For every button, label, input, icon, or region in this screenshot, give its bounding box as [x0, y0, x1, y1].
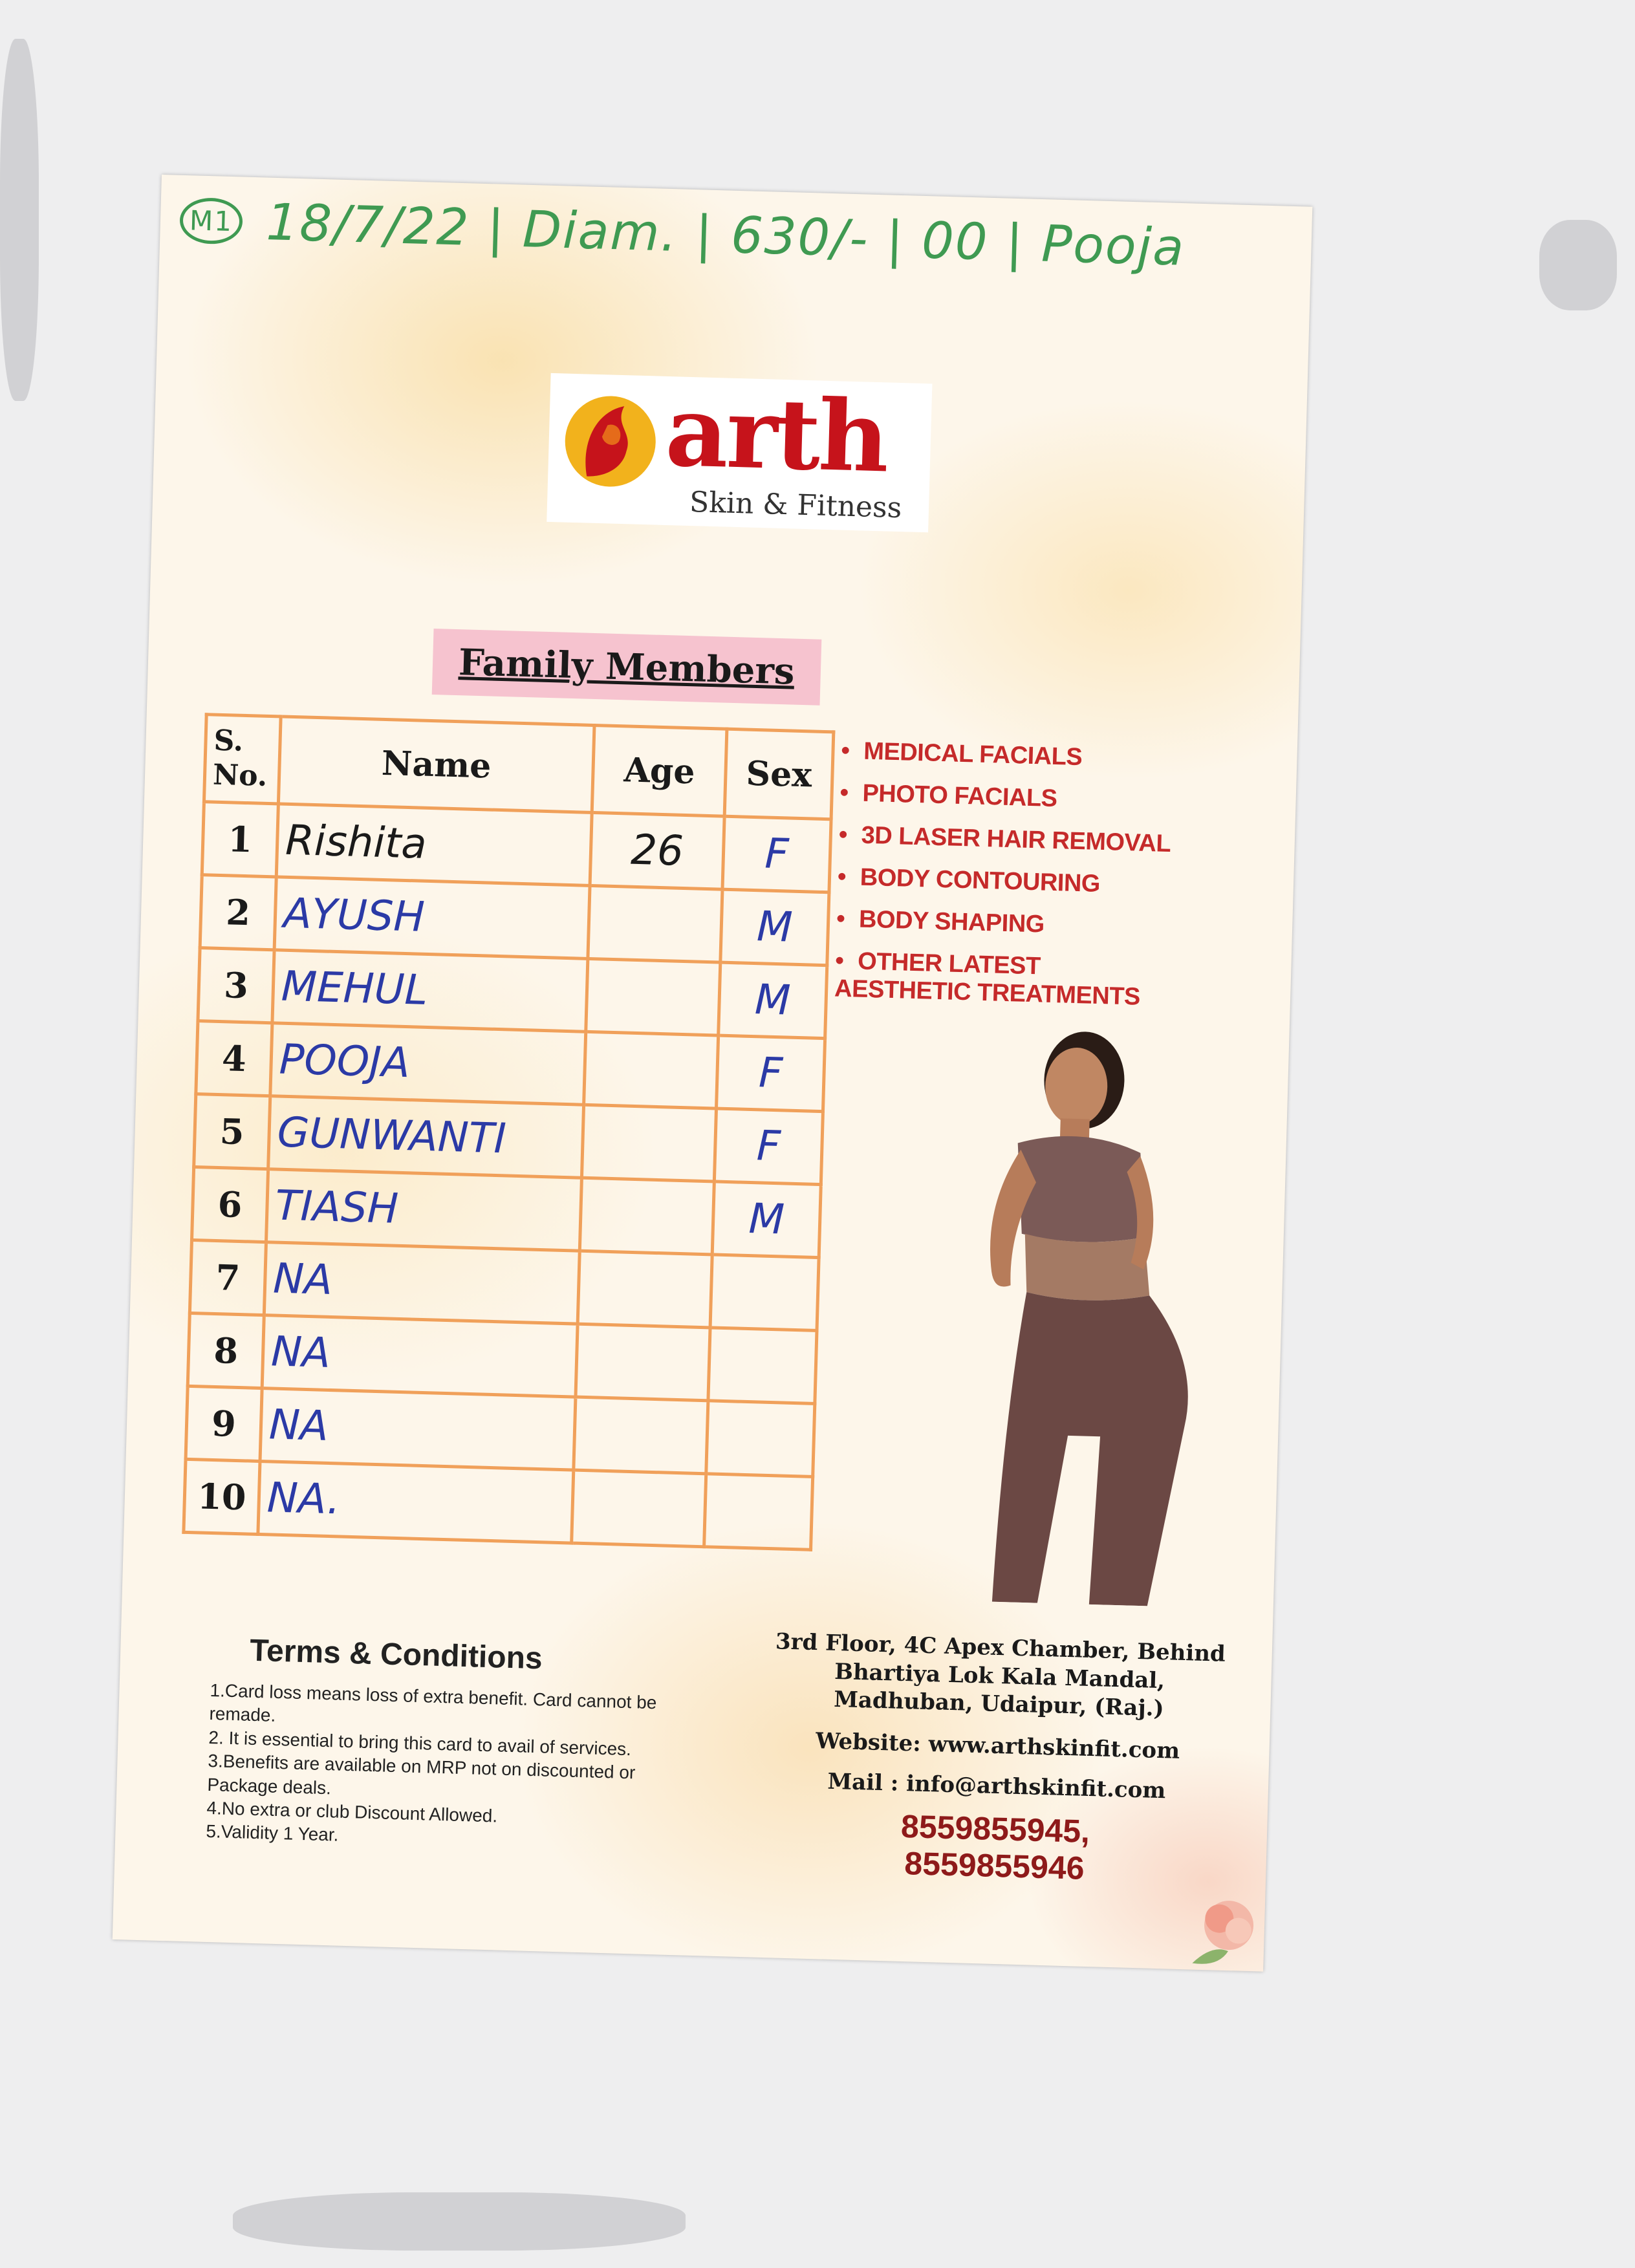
member-age — [588, 885, 722, 962]
service-label: BODY CONTOURING — [860, 863, 1101, 898]
section-title: Family Members — [432, 629, 821, 706]
service-item — [837, 863, 1174, 901]
member-name: NA — [260, 1388, 576, 1470]
brand-name: arth — [664, 374, 889, 495]
header-age: Age — [592, 726, 727, 817]
row-number: 8 — [188, 1313, 264, 1388]
member-name: NA — [264, 1242, 579, 1324]
member-sex — [710, 1255, 819, 1331]
member-name: POOJA — [270, 1023, 586, 1105]
bullet-icon: • — [838, 821, 848, 848]
member-age — [581, 1105, 716, 1182]
row-number: 10 — [184, 1459, 260, 1534]
member-name: GUNWANTI — [268, 1096, 584, 1178]
services-list — [834, 737, 1178, 1026]
row-number: 6 — [192, 1167, 268, 1242]
service-label: OTHER LATEST AESTHETIC TREATMENTS — [834, 947, 1141, 1011]
brand-logo — [547, 373, 932, 532]
member-sex: M — [720, 889, 829, 966]
service-item — [834, 947, 1172, 1012]
member-age — [572, 1470, 706, 1547]
member-name: NA — [262, 1315, 578, 1397]
service-label: BODY SHAPING — [858, 905, 1045, 938]
contact-section — [761, 1628, 1234, 1891]
family-members-table — [182, 713, 835, 1551]
member-age — [579, 1178, 714, 1255]
terms-item: 5.Validity 1 Year. — [206, 1821, 339, 1845]
service-item — [836, 905, 1173, 943]
row-number: 4 — [196, 1021, 272, 1096]
member-sex: F — [722, 816, 831, 892]
row-number: 7 — [189, 1240, 266, 1315]
membership-card — [113, 175, 1313, 1972]
row-number: 2 — [200, 875, 276, 950]
service-item — [839, 779, 1176, 817]
member-sex — [704, 1474, 813, 1550]
bullet-icon: • — [839, 779, 849, 807]
bullet-icon: • — [840, 737, 850, 765]
scan-smudge — [0, 39, 39, 401]
terms-item: 2. It is essential to bring this card to avail of services. — [208, 1727, 632, 1759]
member-sex: F — [714, 1108, 823, 1185]
member-age: 26 — [590, 812, 724, 889]
member-sex: M — [719, 962, 827, 1039]
member-name: NA. — [258, 1462, 574, 1543]
row-number: 3 — [198, 948, 274, 1023]
handwritten-note-text: 18/7/22 | Diam. | 630/- | 00 | Pooja — [265, 193, 1186, 277]
row-number: 9 — [186, 1386, 262, 1461]
handwritten-note — [178, 188, 1293, 329]
member-name: Rishita — [276, 804, 592, 885]
terms-item: 3.Benefits are available on MRP not on discounted or Package deals. — [207, 1751, 636, 1798]
phone-1: 8559855945, — [900, 1808, 1090, 1850]
row-number: 1 — [202, 802, 278, 877]
member-age — [576, 1324, 710, 1401]
terms-item: 4.No extra or club Discount Allowed. — [206, 1797, 498, 1826]
member-age — [586, 958, 720, 1035]
bullet-icon: • — [837, 863, 847, 891]
bullet-icon: • — [836, 905, 845, 933]
service-label: 3D LASER HAIR REMOVAL — [861, 821, 1171, 858]
terms-title: Terms & Conditions — [249, 1633, 543, 1676]
member-name: MEHUL — [272, 950, 588, 1031]
member-sex — [708, 1328, 817, 1404]
terms-section — [206, 1632, 684, 1857]
member-age — [578, 1251, 712, 1328]
member-sex: M — [712, 1182, 821, 1258]
phone-2: 8559855946 — [904, 1845, 1085, 1886]
member-age — [574, 1397, 708, 1474]
handwritten-circle-mark: M1 — [179, 197, 243, 245]
member-sex: F — [717, 1035, 825, 1112]
service-label: PHOTO FACIALS — [861, 779, 1058, 813]
member-sex — [706, 1401, 815, 1477]
header-sno: S. No. — [204, 715, 281, 804]
member-name: TIASH — [266, 1169, 581, 1251]
website: Website: www.arthskinfit.com — [815, 1727, 1180, 1764]
bullet-icon: • — [834, 947, 844, 975]
fitness-model-photo — [921, 1018, 1241, 1608]
member-name: AYUSH — [274, 877, 590, 958]
scan-smudge — [233, 2192, 686, 2251]
service-label: MEDICAL FACIALS — [863, 737, 1083, 772]
woman-silhouette-logo-icon — [560, 385, 660, 497]
header-name: Name — [278, 717, 594, 812]
row-number: 5 — [194, 1094, 270, 1169]
address: 3rd Floor, 4C Apex Chamber, Behind Bhartiya Lok Kala Mandal, Madhuban, Udaipur, (Raj.) — [775, 1628, 1226, 1722]
table-header-row — [204, 715, 833, 819]
terms-item: 1.Card loss means loss of extra benefit. Card cannot be remade. — [209, 1680, 657, 1726]
email: Mail : info@arthskinfit.com — [827, 1768, 1166, 1804]
scan-smudge — [1539, 220, 1617, 310]
flower-decoration-icon — [1186, 1879, 1272, 1971]
brand-tagline: Skin & Fitness — [689, 485, 902, 525]
service-item — [838, 821, 1175, 859]
header-sex: Sex — [724, 729, 834, 819]
member-age — [584, 1031, 719, 1108]
service-item — [841, 737, 1178, 775]
